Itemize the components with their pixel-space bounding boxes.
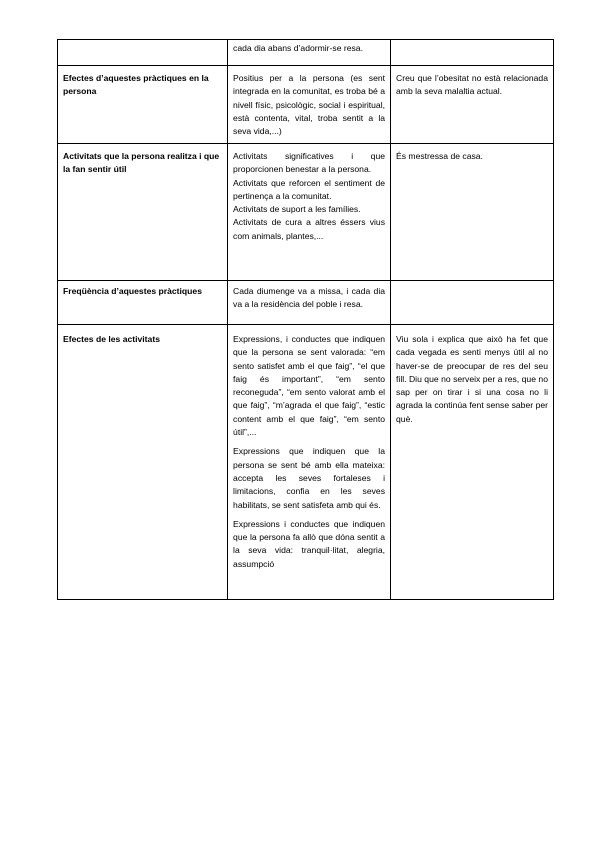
- observation-cell: [391, 40, 554, 66]
- practice-text: cada dia abans d’adormir-se resa.: [233, 43, 363, 53]
- row-label: Efectes de les activitats: [58, 325, 228, 600]
- practice-text: Expressions i conductes que indiquen que la persona fa allò que dóna sentit a la seva vida: tranquil·litat, alegria, assumpció: [233, 518, 386, 569]
- observation-cell: [391, 281, 554, 325]
- practice-text: Positius per a la persona (es sent integrada en la comunitat, es troba bé a nivell físic, psicològic, social i espiritual, està contenta, vital, troba sentit a la seva vida,...): [233, 73, 386, 137]
- practices-cell: [228, 281, 391, 325]
- table-row: [58, 325, 554, 600]
- row-label: Efectes d’aquestes pràctiques en la persona: [58, 66, 228, 144]
- table-row: [58, 66, 554, 144]
- observation-cell: Viu sola i explica que això ha fet que cada vegada es senti menys útil al no haver-se de preocupar de res del seu fill. Diu que no serveix per a res, que no sap per on tirar i si una cosa no li agrada la continúa fent sense saber per què.: [391, 325, 554, 600]
- row-label: Freqüència d’aquestes pràctiques: [58, 281, 228, 325]
- practice-text: Activitats de suport a les famílies.: [233, 204, 361, 215]
- practices-cell: [228, 66, 391, 144]
- row-label: Activitats que la persona realitza i que la fan sentir útil: [58, 144, 228, 281]
- practice-text: Cada diumenge va a missa, i cada dia va a la residència del poble i resa.: [233, 286, 386, 310]
- practices-cell: [228, 325, 391, 600]
- table-row: [58, 144, 554, 281]
- practices-clip: [233, 333, 385, 571]
- observation-cell: És mestressa de casa.: [391, 144, 554, 281]
- practices-cell: [228, 40, 391, 66]
- practice-text: Activitats de cura a altres éssers vius com animals, plantes,...: [233, 217, 386, 241]
- practice-text: Activitats que reforcen el sentiment de pertinença a la comunitat.: [233, 177, 386, 201]
- observation-cell: Creu que l’obesitat no està relacionada amb la seva malaltia actual.: [391, 66, 554, 144]
- practice-text: Expressions que indiquen que la persona se sent bé amb ella mateixa: accepta les seves fortaleses i limitacions, confia en les seves habilitats, se sent satisfeta amb qui és.: [233, 446, 386, 510]
- practice-text: Activitats significatives i que proporcionen benestar a la persona.: [233, 151, 386, 175]
- table-row: [58, 40, 554, 66]
- row-label: [58, 40, 228, 66]
- practices-cell: [228, 144, 391, 281]
- assessment-table: [57, 39, 554, 600]
- table-row: [58, 281, 554, 325]
- practice-text: Expressions, i conductes que indiquen que la persona se sent valorada: “em sento satisfet amb el que faig”, “el que faig és important”, “em sento reconeguda”, “em sento valorat amb el que faig”, “m’agrada el que faig”, “estic content amb el que faig”, “em sento útil”,...: [233, 334, 386, 438]
